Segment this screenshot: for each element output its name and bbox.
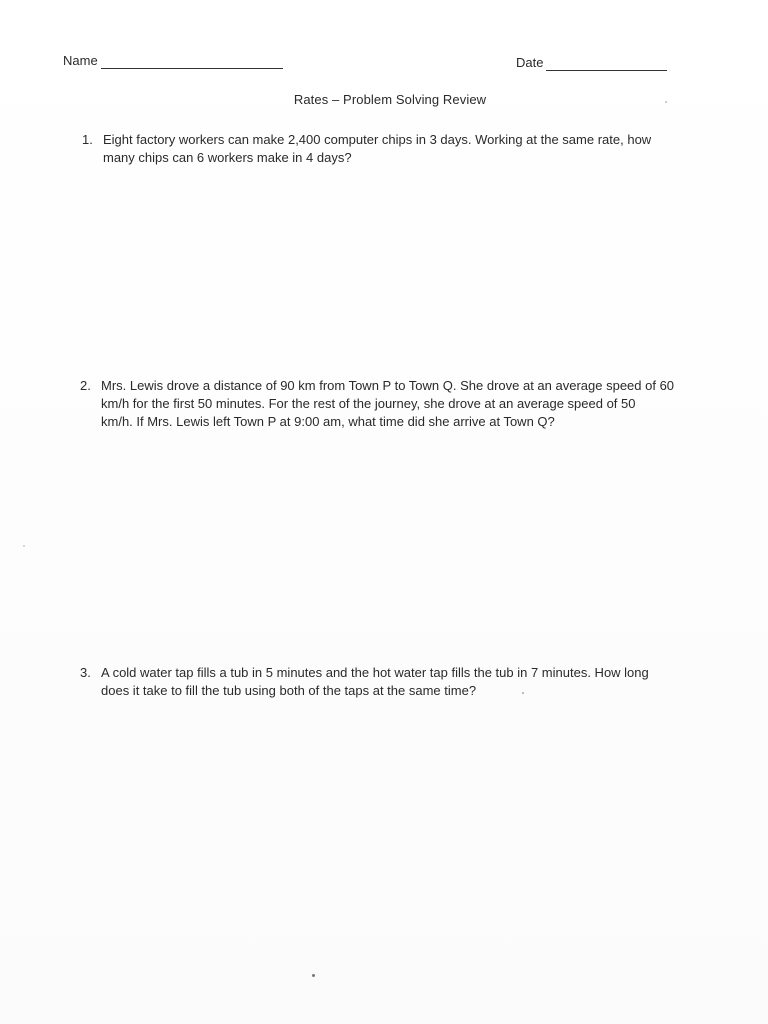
problem-line: km/h for the first 50 minutes. For the rest of the journey, she drove at an average speed of 50: [101, 396, 636, 411]
problem-text: [101, 377, 674, 431]
problem-line: many chips can 6 workers make in 4 days?: [103, 150, 352, 165]
scan-speck: [23, 545, 25, 547]
problem-line: km/h. If Mrs. Lewis left Town P at 9:00 am, what time did she arrive at Town Q?: [101, 414, 555, 429]
problem-text: [101, 664, 649, 700]
problem-line: Eight factory workers can make 2,400 computer chips in 3 days. Working at the same rate, how: [103, 132, 652, 147]
scan-speck: [522, 692, 524, 694]
name-field[interactable]: [63, 53, 283, 69]
scan-speck: [312, 974, 315, 977]
date-label: Date: [516, 55, 544, 70]
problem-line: does it take to fill the tub using both of the taps at the same time?: [101, 683, 477, 698]
date-field[interactable]: [516, 55, 667, 71]
worksheet-title-row: [0, 92, 768, 107]
name-blank-line[interactable]: [101, 56, 283, 69]
problem-line: A cold water tap fills a tub in 5 minutes and the hot water tap fills the tub in 7 minutes. How long: [101, 665, 649, 680]
name-label: Name: [63, 53, 98, 68]
problem-line: Mrs. Lewis drove a distance of 90 km from Town P to Town Q. She drove at an average speed of 60: [101, 378, 675, 393]
scan-speck: [665, 101, 667, 103]
problem-number: 3.: [80, 665, 91, 680]
worksheet-title: Rates – Problem Solving Review: [293, 92, 487, 107]
problem-number: 1.: [82, 132, 93, 147]
problem-number: 2.: [80, 378, 91, 393]
date-blank-line[interactable]: [546, 58, 667, 71]
problem-text: [103, 131, 651, 167]
